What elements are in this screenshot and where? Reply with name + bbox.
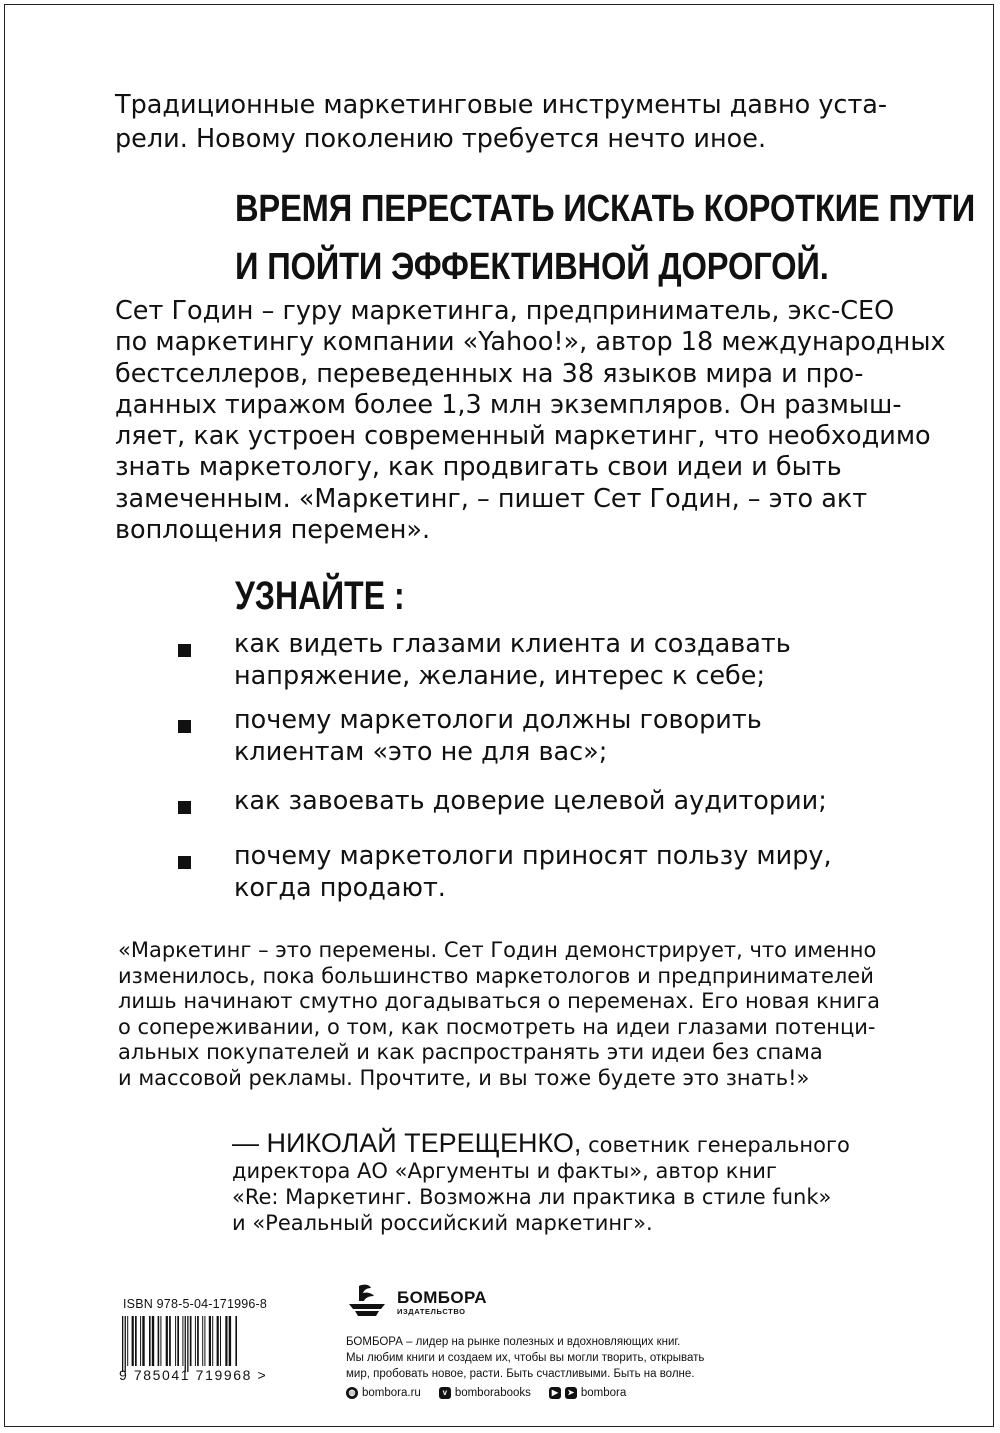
- square-bullet-icon: [178, 856, 191, 869]
- bullet-text: почему маркетологи приносят пользу миру,: [234, 841, 832, 871]
- bullet-text: напряжение, желание, интерес к себе;: [234, 661, 766, 691]
- bio-line: ляет, как устроен современный маркетинг, что необходимо: [115, 421, 931, 452]
- learn-heading: УЗНАЙТЕ :: [235, 574, 405, 618]
- headline-line: ВРЕМЯ ПЕРЕСТАТЬ ИСКАТЬ КОРОТКИЕ ПУТИ: [235, 188, 976, 230]
- social-vk[interactable]: [439, 1387, 531, 1399]
- quote-line: лишь начинают смутно догадываться о переменах. Его новая книга: [118, 989, 881, 1013]
- bullet-text: клиентам «это не для вас»;: [234, 737, 608, 767]
- social-telegram[interactable]: [549, 1387, 626, 1399]
- social-web[interactable]: [346, 1387, 421, 1399]
- quote-line: о сопереживании, о том, как посмотреть на идеи глазами потенци-: [118, 1014, 876, 1039]
- vk-icon: v: [439, 1387, 451, 1399]
- attribution-line: и «Реальный российский маркетинг».: [232, 1211, 653, 1235]
- bio-line: воплощения перемен».: [115, 515, 431, 546]
- headline-line: И ПОЙТИ ЭФФЕКТИВНОЙ ДОРОГОЙ.: [235, 246, 829, 288]
- quote-attribution: [232, 1130, 912, 1236]
- about-line: Мы любим книги и создаем их, чтобы вы могли творить, открывать: [346, 1352, 705, 1364]
- attribution-line: директора АО «Аргументы и факты», автор книг: [232, 1159, 777, 1183]
- quote-line: альных покупателей и как распространять эти идеи без спама: [118, 1040, 823, 1064]
- reviewer-title: советник генерального: [581, 1133, 850, 1157]
- bullet-text: когда продают.: [234, 873, 446, 903]
- square-bullet-icon: [178, 644, 191, 657]
- social-links: [346, 1387, 626, 1399]
- intro-line: рели. Новому поколению требуется нечто иное.: [115, 124, 767, 154]
- author-bio: [115, 296, 946, 546]
- intro-paragraph: [115, 88, 895, 156]
- bombora-logo-icon: [345, 1282, 395, 1318]
- bio-line: данных тиражом более 1,3 млн экземпляров. Он размыш-: [115, 389, 902, 420]
- web-icon: ◍: [346, 1387, 358, 1399]
- reviewer-name: — НИКОЛАЙ ТЕРЕЩЕНКО,: [232, 1128, 582, 1158]
- bullet-text: как завоевать доверие целевой аудитории;: [234, 786, 827, 816]
- bullet-text: как видеть глазами клиента и создавать: [234, 629, 791, 659]
- bullet-text: почему маркетологи должны говорить: [234, 705, 762, 735]
- attribution-line: «Re: Маркетинг. Возможна ли практика в стиле funk»: [232, 1185, 832, 1209]
- square-bullet-icon: [178, 801, 191, 814]
- quote-line: и массовой рекламы. Прочтите, и вы тоже будете это знать!»: [118, 1065, 810, 1090]
- review-quote: [118, 938, 898, 1091]
- bio-line: знать маркетологу, как продвигать свои идеи и быть: [115, 452, 842, 483]
- headline: [235, 180, 976, 296]
- bio-line: Сет Годин – гуру маркетинга, предприниматель, экс-CEO: [115, 296, 895, 326]
- quote-line: изменилось, пока большинство маркетологов и предпринимателей: [118, 963, 874, 988]
- social-label: bomborabooks: [454, 1387, 531, 1399]
- isbn-label: ISBN 978-5-04-171996-8: [123, 1297, 268, 1311]
- publisher-sub: ИЗДАТЕЛЬСТВО: [397, 1307, 466, 1316]
- youtube-icon: ▶: [549, 1387, 561, 1399]
- intro-line: Традиционные маркетинговые инструменты давно уста-: [115, 90, 888, 120]
- bio-line: бестселлеров, переведенных на 38 языков мира и про-: [115, 358, 864, 389]
- telegram-icon: ➤: [565, 1387, 577, 1399]
- social-label: bombora: [580, 1387, 627, 1399]
- bio-line: по маркетингу компании «Yahoo!», автор 18 международных: [115, 327, 946, 358]
- bio-line: замеченным. «Маркетинг, – пишет Сет Годин, – это акт: [115, 483, 868, 514]
- about-line: мир, пробовать новое, расти. Быть счастливыми. Быть на волне.: [346, 1368, 695, 1380]
- about-line: БОМБОРА – лидер на рынке полезных и вдохновляющих книг.: [346, 1336, 681, 1348]
- publisher-about: [346, 1334, 846, 1382]
- square-bullet-icon: [178, 720, 191, 733]
- social-label: bombora.ru: [362, 1387, 421, 1399]
- quote-line: «Маркетинг – это перемены. Сет Годин демонстрирует, что именно: [118, 938, 877, 962]
- barcode-digits: 9 785041 719968 >: [119, 1367, 268, 1383]
- publisher-brand: БОМБОРА: [397, 1288, 487, 1307]
